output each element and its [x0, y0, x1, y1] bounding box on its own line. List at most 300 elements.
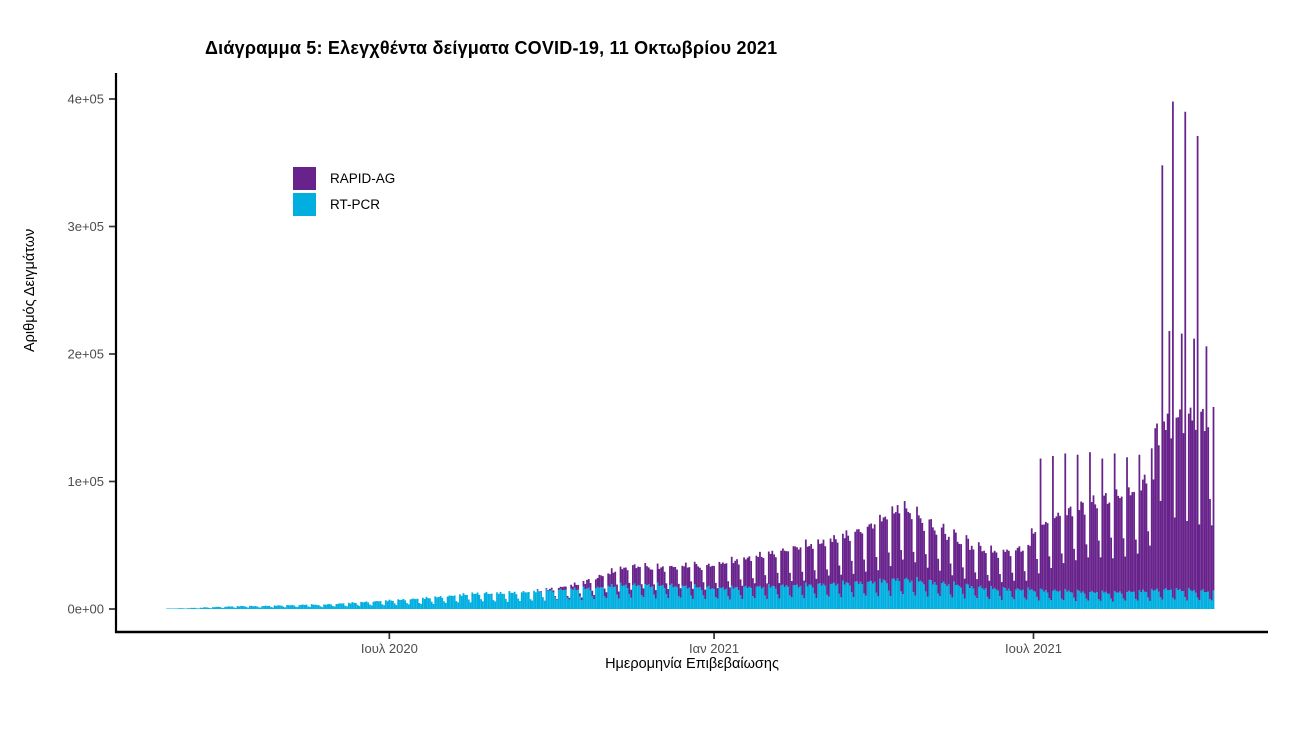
bar-rt-pcr	[962, 594, 964, 609]
bar-rapid-ag	[969, 550, 971, 588]
bar-rapid-ag	[796, 547, 798, 584]
bar-rt-pcr	[1191, 591, 1193, 609]
bar-rt-pcr	[1206, 592, 1208, 609]
bar-rt-pcr	[750, 588, 752, 609]
bar-rapid-ag	[951, 575, 953, 597]
bar-rt-pcr	[697, 588, 699, 610]
bar-rapid-ag	[833, 535, 835, 583]
bar-rapid-ag	[1079, 510, 1081, 591]
bar-rapid-ag	[669, 566, 671, 585]
bar-rapid-ag	[872, 528, 874, 583]
bar-rt-pcr	[230, 607, 232, 609]
bar-rt-pcr	[660, 586, 662, 609]
bar-rt-pcr	[738, 590, 740, 609]
bar-rt-pcr	[907, 580, 909, 609]
bar-rt-pcr	[434, 596, 436, 609]
bar-rt-pcr	[960, 588, 962, 609]
bar-rt-pcr	[651, 586, 653, 609]
bar-rt-pcr	[696, 587, 698, 609]
bar-rt-pcr	[1049, 598, 1051, 609]
bar-rapid-ag	[715, 583, 717, 597]
bar-rt-pcr	[1130, 592, 1132, 609]
bar-rt-pcr	[937, 594, 939, 609]
bar-rt-pcr	[703, 595, 705, 609]
bar-rt-pcr	[314, 605, 316, 609]
bar-rt-pcr	[752, 596, 754, 609]
bar-rt-pcr	[1070, 592, 1072, 609]
bar-rt-pcr	[561, 590, 563, 609]
bar-rt-pcr	[800, 586, 802, 609]
bar-rt-pcr	[766, 599, 768, 609]
bar-rt-pcr	[699, 587, 701, 609]
bar-rapid-ag	[1077, 455, 1079, 590]
x-tick-label: Ιαν 2021	[688, 641, 740, 656]
bar-rt-pcr	[1010, 591, 1012, 609]
bar-rt-pcr	[343, 603, 345, 609]
bar-rt-pcr	[560, 589, 562, 609]
bar-rt-pcr	[177, 608, 179, 609]
bar-rapid-ag	[948, 537, 950, 585]
bar-rt-pcr	[369, 605, 371, 609]
bar-rt-pcr	[313, 605, 315, 609]
bar-rt-pcr	[740, 595, 742, 609]
bar-rt-pcr	[443, 601, 445, 609]
bar-rt-pcr	[1149, 601, 1151, 609]
bar-rt-pcr	[1177, 590, 1179, 609]
bar-rt-pcr	[1107, 594, 1109, 609]
bar-rapid-ag	[741, 586, 743, 599]
bar-rt-pcr	[996, 589, 998, 609]
bar-rt-pcr	[496, 592, 498, 609]
bar-rapid-ag	[941, 528, 943, 583]
bar-rt-pcr	[969, 588, 971, 609]
bar-rt-pcr	[554, 597, 556, 609]
bar-rapid-ag	[881, 521, 883, 582]
bar-rapid-ag	[937, 559, 939, 594]
bar-rapid-ag	[1190, 408, 1192, 590]
bar-rapid-ag	[1139, 455, 1141, 590]
bar-rt-pcr	[674, 586, 676, 609]
bar-rapid-ag	[1197, 136, 1199, 598]
bar-rapid-ag	[1040, 459, 1042, 589]
y-tick-label: 1e+05	[67, 474, 104, 489]
bar-rapid-ag	[576, 585, 578, 590]
bar-rt-pcr	[547, 591, 549, 609]
bar-rt-pcr	[1052, 591, 1054, 609]
bar-rt-pcr	[1011, 597, 1013, 609]
bar-rt-pcr	[466, 595, 468, 609]
bar-rapid-ag	[992, 553, 994, 590]
bar-rapid-ag	[932, 527, 934, 584]
bar-rapid-ag	[553, 590, 555, 592]
bar-rapid-ag	[838, 566, 840, 594]
bar-rt-pcr	[687, 589, 689, 609]
bar-rapid-ag	[895, 512, 897, 581]
bar-rapid-ag	[1126, 457, 1128, 592]
bar-rt-pcr	[422, 598, 424, 609]
bar-rt-pcr	[1066, 591, 1068, 609]
bar-rt-pcr	[819, 583, 821, 609]
bar-rt-pcr	[764, 596, 766, 609]
bar-rt-pcr	[826, 595, 828, 609]
bar-rt-pcr	[321, 607, 323, 609]
bar-rt-pcr	[609, 587, 611, 609]
bar-rapid-ag	[1057, 513, 1059, 592]
bar-rt-pcr	[445, 603, 447, 609]
bar-rapid-ag	[757, 557, 759, 587]
bar-rt-pcr	[584, 589, 586, 609]
bar-rt-pcr	[717, 599, 719, 609]
bar-rt-pcr	[1080, 593, 1082, 609]
bar-rt-pcr	[295, 607, 297, 609]
bar-rapid-ag	[801, 572, 803, 595]
bar-rapid-ag	[692, 589, 694, 599]
bar-rt-pcr	[768, 584, 770, 609]
bar-rapid-ag	[883, 518, 885, 580]
bar-rapid-ag	[847, 536, 849, 583]
bar-rt-pcr	[981, 588, 983, 609]
bar-rt-pcr	[641, 595, 643, 609]
bar-rt-pcr	[507, 602, 509, 609]
bar-rt-pcr	[831, 584, 833, 609]
bar-rt-pcr	[260, 608, 262, 609]
bar-rt-pcr	[581, 600, 583, 609]
bar-rapid-ag	[641, 584, 643, 595]
bar-rt-pcr	[553, 592, 555, 609]
bar-rt-pcr	[658, 586, 660, 609]
bar-rt-pcr	[816, 598, 818, 609]
bar-rt-pcr	[936, 585, 938, 609]
bar-rt-pcr	[997, 591, 999, 609]
bar-rt-pcr	[461, 596, 463, 609]
bar-rt-pcr	[1043, 592, 1045, 609]
bar-rt-pcr	[196, 608, 198, 609]
bar-rt-pcr	[1109, 594, 1111, 609]
bar-rt-pcr	[701, 590, 703, 609]
bar-rapid-ag	[567, 596, 569, 598]
bars-rapid-ag	[537, 102, 1215, 602]
bar-rapid-ag	[877, 570, 879, 596]
bar-rt-pcr	[180, 608, 182, 609]
bar-rapid-ag	[583, 581, 585, 587]
bar-rt-pcr	[872, 584, 874, 609]
bar-rapid-ag	[884, 517, 886, 581]
bar-rapid-ag	[1183, 433, 1185, 591]
bar-rt-pcr	[1019, 589, 1021, 609]
bar-rapid-ag	[637, 567, 639, 586]
bar-rt-pcr	[1015, 590, 1017, 609]
bar-rapid-ag	[662, 566, 664, 585]
bar-rt-pcr	[371, 605, 373, 609]
bar-rt-pcr	[868, 581, 870, 609]
bar-rt-pcr	[261, 606, 263, 609]
bar-rt-pcr	[478, 595, 480, 609]
bar-rt-pcr	[817, 584, 819, 609]
bar-rapid-ag	[1105, 493, 1107, 592]
bar-rapid-ag	[717, 588, 719, 599]
bar-rt-pcr	[690, 595, 692, 609]
bar-rapid-ag	[607, 573, 609, 585]
bar-rapid-ag	[798, 550, 800, 588]
bar-rt-pcr	[1029, 590, 1031, 609]
y-tick-label: 2e+05	[67, 346, 104, 362]
bar-rt-pcr	[288, 605, 290, 609]
bar-rt-pcr	[743, 587, 745, 609]
bar-rt-pcr	[447, 597, 449, 609]
bar-rt-pcr	[544, 601, 546, 609]
bar-rt-pcr	[1139, 590, 1141, 609]
bar-rt-pcr	[604, 596, 606, 609]
bar-rapid-ag	[538, 592, 540, 593]
bar-rapid-ag	[928, 519, 930, 579]
bar-rt-pcr	[1077, 590, 1079, 609]
bar-rapid-ag	[1027, 545, 1029, 588]
bar-rapid-ag	[1133, 492, 1135, 592]
bar-rapid-ag	[1206, 346, 1208, 592]
bar-rapid-ag	[1151, 448, 1153, 589]
bar-rt-pcr	[784, 587, 786, 609]
bar-rt-pcr	[1084, 594, 1086, 609]
bar-rapid-ag	[1100, 557, 1102, 601]
bar-rapid-ag	[1089, 452, 1091, 592]
bar-rt-pcr	[1158, 592, 1160, 609]
bar-rt-pcr	[1114, 591, 1116, 609]
bar-rapid-ag	[1135, 540, 1137, 599]
bar-rapid-ag	[1195, 430, 1197, 593]
bar-rt-pcr	[526, 592, 528, 609]
bar-rt-pcr	[842, 581, 844, 609]
bar-rapid-ag	[966, 535, 968, 584]
bar-rt-pcr	[1199, 600, 1201, 609]
bar-rt-pcr	[971, 586, 973, 609]
bar-rapid-ag	[1142, 480, 1144, 590]
bar-rt-pcr	[1056, 591, 1058, 609]
bar-rapid-ag	[861, 533, 863, 584]
bar-rt-pcr	[1100, 601, 1102, 609]
bar-rt-pcr	[992, 589, 994, 609]
bar-rt-pcr	[621, 586, 623, 609]
bar-rapid-ag	[1010, 556, 1012, 591]
bar-rt-pcr	[256, 606, 258, 609]
bar-rt-pcr	[734, 587, 736, 609]
bar-rt-pcr	[939, 596, 941, 609]
bar-rt-pcr	[512, 593, 514, 609]
legend-swatch-rt-pcr	[293, 193, 316, 216]
bar-rapid-ag	[736, 559, 738, 587]
bar-rapid-ag	[1082, 503, 1084, 592]
bar-rapid-ag	[920, 518, 922, 580]
bar-rapid-ag	[851, 561, 853, 592]
bar-rt-pcr	[565, 590, 567, 609]
bar-rt-pcr	[503, 594, 505, 609]
bar-rapid-ag	[1003, 550, 1005, 587]
bar-rapid-ag	[1146, 484, 1148, 592]
bar-rt-pcr	[1151, 589, 1153, 609]
bar-rapid-ag	[614, 572, 616, 587]
bar-rapid-ag	[819, 544, 821, 583]
bar-rapid-ag	[551, 588, 553, 590]
bar-rt-pcr	[307, 606, 309, 609]
bar-rapid-ag	[1015, 550, 1017, 589]
bar-rt-pcr	[780, 585, 782, 609]
bar-rapid-ag	[664, 572, 666, 589]
bar-rapid-ag	[950, 563, 952, 594]
bar-rt-pcr	[881, 583, 883, 609]
bar-rapid-ag	[1186, 521, 1188, 601]
bar-rapid-ag	[907, 512, 909, 580]
bar-rt-pcr	[524, 592, 526, 609]
bar-rapid-ag	[1128, 487, 1130, 591]
bar-rt-pcr	[330, 605, 332, 610]
bar-rapid-ag	[625, 568, 627, 585]
bar-rapid-ag	[627, 570, 629, 588]
bar-rt-pcr	[989, 599, 991, 609]
bar-rapid-ag	[1176, 418, 1178, 588]
bar-rt-pcr	[302, 605, 304, 609]
bar-rt-pcr	[528, 592, 530, 609]
bar-rt-pcr	[168, 608, 170, 609]
bar-rt-pcr	[955, 585, 957, 609]
bar-rt-pcr	[348, 603, 350, 609]
bar-rapid-ag	[898, 513, 900, 581]
bar-rt-pcr	[535, 592, 537, 609]
bar-rapid-ag	[863, 560, 865, 594]
bar-rapid-ag	[953, 529, 955, 581]
bar-rapid-ag	[724, 564, 726, 590]
bar-rapid-ag	[771, 551, 773, 586]
bar-rt-pcr	[570, 588, 572, 609]
bar-rt-pcr	[821, 586, 823, 609]
bar-rapid-ag	[1154, 428, 1156, 590]
bar-rapid-ag	[971, 546, 973, 586]
bar-rt-pcr	[685, 586, 687, 609]
bar-rt-pcr	[636, 586, 638, 609]
bar-rt-pcr	[754, 598, 756, 609]
bar-rt-pcr	[874, 582, 876, 609]
bar-rt-pcr	[828, 597, 830, 609]
bar-rt-pcr	[694, 584, 696, 609]
bar-rt-pcr	[957, 585, 959, 609]
bar-rt-pcr	[588, 588, 590, 609]
bar-rt-pcr	[644, 584, 646, 609]
bar-rapid-ag	[1116, 489, 1118, 592]
bar-rt-pcr	[913, 592, 915, 609]
bar-rt-pcr	[517, 599, 519, 609]
bar-rt-pcr	[291, 605, 293, 609]
bar-rt-pcr	[959, 586, 961, 609]
bar-rt-pcr	[759, 586, 761, 609]
bar-rapid-ag	[817, 539, 819, 583]
bar-rt-pcr	[1026, 600, 1028, 609]
bar-rt-pcr	[373, 602, 375, 609]
bar-rapid-ag	[840, 575, 842, 598]
bar-rapid-ag	[957, 542, 959, 585]
bar-rt-pcr	[803, 598, 805, 609]
bar-rapid-ag	[710, 567, 712, 590]
bar-rapid-ag	[858, 529, 860, 584]
bar-rt-pcr	[983, 590, 985, 609]
bar-rapid-ag	[657, 564, 659, 583]
bar-rapid-ag	[540, 591, 542, 592]
bar-rapid-ag	[563, 587, 565, 590]
bar-rt-pcr	[184, 609, 186, 610]
bar-rt-pcr	[216, 607, 218, 609]
bar-rapid-ag	[890, 566, 892, 596]
bar-rt-pcr	[906, 578, 908, 609]
bar-rapid-ag	[1177, 417, 1179, 590]
bar-rt-pcr	[166, 608, 168, 609]
bar-rt-pcr	[1073, 598, 1075, 609]
bar-rapid-ag	[1034, 532, 1036, 592]
bar-rt-pcr	[911, 581, 913, 609]
bar-rt-pcr	[620, 583, 622, 609]
bar-rt-pcr	[374, 601, 376, 609]
bar-rt-pcr	[325, 605, 327, 609]
bar-rt-pcr	[242, 606, 244, 609]
bar-rapid-ag	[849, 541, 851, 586]
bar-rapid-ag	[704, 590, 706, 599]
bar-rapid-ag	[763, 558, 765, 587]
bar-rapid-ag	[981, 551, 983, 588]
bar-rapid-ag	[770, 554, 772, 588]
bar-rapid-ag	[764, 575, 766, 595]
bar-rapid-ag	[713, 566, 715, 589]
bar-rapid-ag	[967, 539, 969, 585]
bar-rt-pcr	[782, 585, 784, 609]
bar-rt-pcr	[1089, 592, 1091, 609]
bar-rt-pcr	[879, 579, 881, 609]
bar-rapid-ag	[1008, 551, 1010, 589]
bar-rt-pcr	[787, 587, 789, 609]
bar-rapid-ag	[1161, 165, 1163, 599]
bar-rapid-ag	[1101, 459, 1103, 591]
bar-rapid-ag	[784, 551, 786, 587]
bar-rt-pcr	[1034, 592, 1036, 609]
bar-rapid-ag	[731, 557, 733, 586]
bar-rapid-ag	[1004, 552, 1006, 588]
bar-rt-pcr	[1059, 591, 1061, 609]
bar-rt-pcr	[761, 589, 763, 609]
bar-rt-pcr	[290, 605, 292, 609]
bar-rt-pcr	[1057, 592, 1059, 609]
bar-rt-pcr	[247, 608, 249, 609]
bar-rapid-ag	[1045, 522, 1047, 590]
bar-rt-pcr	[332, 606, 334, 609]
bar-rapid-ag	[918, 515, 920, 581]
bar-rapid-ag	[1147, 531, 1149, 597]
bar-rapid-ag	[604, 589, 606, 597]
bar-rt-pcr	[235, 608, 237, 609]
bar-rt-pcr	[268, 606, 270, 609]
bar-rapid-ag	[636, 568, 638, 586]
bar-rapid-ag	[581, 597, 583, 600]
bar-rt-pcr	[1163, 590, 1165, 609]
legend-swatch-rapid-ag	[293, 167, 316, 190]
y-tick-label: 3e+05	[67, 219, 104, 234]
bar-rt-pcr	[1133, 592, 1135, 609]
bar-rt-pcr	[493, 600, 495, 609]
bar-rt-pcr	[789, 595, 791, 609]
bar-rt-pcr	[360, 602, 362, 609]
bar-rt-pcr	[680, 598, 682, 609]
bar-rt-pcr	[824, 586, 826, 609]
bar-rt-pcr	[221, 608, 223, 609]
bar-rt-pcr	[464, 595, 466, 609]
bar-rapid-ag	[1031, 528, 1033, 589]
bar-rapid-ag	[734, 561, 736, 588]
bar-rt-pcr	[591, 596, 593, 609]
bar-rapid-ag	[865, 572, 867, 596]
